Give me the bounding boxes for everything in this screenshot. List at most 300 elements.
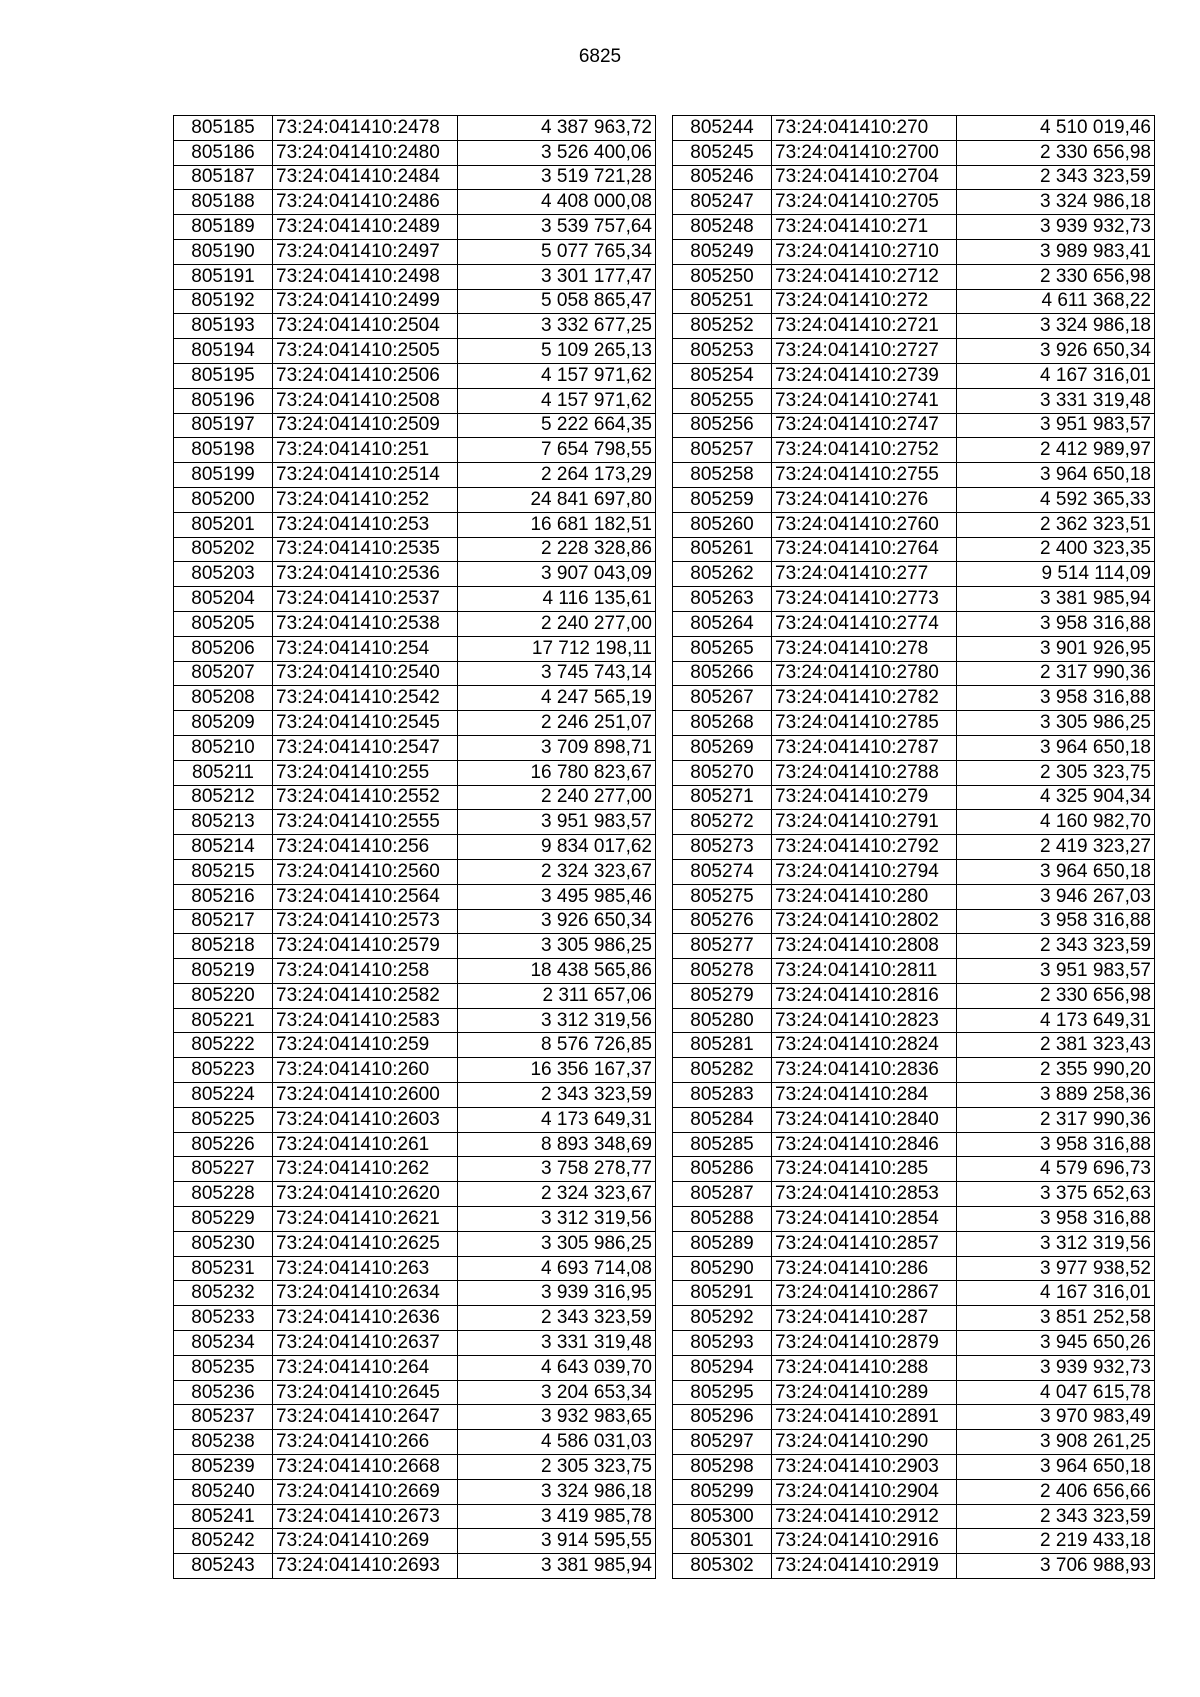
table-row: [673, 314, 1155, 339]
cadastral-number-cell: 73:24:041410:2854: [772, 1207, 957, 1232]
value-cell: 3 907 043,09: [458, 562, 656, 587]
cadastral-number-cell: 73:24:041410:290: [772, 1430, 957, 1455]
table-row: [673, 934, 1155, 959]
record-number-cell: 805271: [673, 785, 772, 810]
cadastral-number-cell: 73:24:041410:2824: [772, 1033, 957, 1058]
record-number-cell: 805257: [673, 438, 772, 463]
value-cell: 16 356 167,37: [458, 1058, 656, 1083]
cadastral-number-cell: 73:24:041410:2836: [772, 1058, 957, 1083]
value-cell: 2 406 656,66: [957, 1479, 1155, 1504]
table-row: [174, 636, 656, 661]
cadastral-number-cell: 73:24:041410:2583: [273, 1008, 458, 1033]
record-number-cell: 805236: [174, 1380, 273, 1405]
record-number-cell: 805251: [673, 289, 772, 314]
table-row: [673, 1455, 1155, 1480]
cadastral-number-cell: 73:24:041410:287: [772, 1306, 957, 1331]
table-row: [174, 1504, 656, 1529]
table-row: [174, 785, 656, 810]
cadastral-number-cell: 73:24:041410:2811: [772, 959, 957, 984]
value-cell: 2 343 323,59: [458, 1083, 656, 1108]
record-number-cell: 805254: [673, 363, 772, 388]
record-number-cell: 805241: [174, 1504, 273, 1529]
value-cell: 3 312 319,56: [957, 1231, 1155, 1256]
table-row: [673, 463, 1155, 488]
record-number-cell: 805285: [673, 1132, 772, 1157]
record-number-cell: 805211: [174, 760, 273, 785]
table-row: [673, 1083, 1155, 1108]
table-row: [174, 1380, 656, 1405]
table-row: [174, 289, 656, 314]
record-number-cell: 805287: [673, 1182, 772, 1207]
record-number-cell: 805190: [174, 239, 273, 264]
record-number-cell: 805248: [673, 215, 772, 240]
cadastral-number-cell: 73:24:041410:2760: [772, 512, 957, 537]
cadastral-number-cell: 73:24:041410:2764: [772, 537, 957, 562]
table-row: [174, 1256, 656, 1281]
cadastral-number-cell: 73:24:041410:2792: [772, 835, 957, 860]
table-row: [673, 835, 1155, 860]
cadastral-number-cell: 73:24:041410:2712: [772, 264, 957, 289]
table-row: [673, 239, 1155, 264]
table-row: [673, 1231, 1155, 1256]
record-number-cell: 805235: [174, 1355, 273, 1380]
value-cell: 3 914 595,55: [458, 1529, 656, 1554]
value-cell: 2 324 323,67: [458, 859, 656, 884]
value-cell: 2 219 433,18: [957, 1529, 1155, 1554]
cadastral-number-cell: 73:24:041410:285: [772, 1157, 957, 1182]
value-cell: 3 932 983,65: [458, 1405, 656, 1430]
cadastral-number-cell: 73:24:041410:2547: [273, 735, 458, 760]
cadastral-number-cell: 73:24:041410:2787: [772, 735, 957, 760]
record-number-cell: 805289: [673, 1231, 772, 1256]
record-number-cell: 805255: [673, 388, 772, 413]
cadastral-number-cell: 73:24:041410:2625: [273, 1231, 458, 1256]
table-row: [174, 339, 656, 364]
table-row: [673, 1107, 1155, 1132]
table-row: [673, 1529, 1155, 1554]
value-cell: 4 160 982,70: [957, 810, 1155, 835]
value-cell: 3 958 316,88: [957, 1132, 1155, 1157]
value-cell: 3 331 319,48: [458, 1331, 656, 1356]
record-number-cell: 805218: [174, 934, 273, 959]
table-row: [673, 116, 1155, 141]
value-cell: 4 643 039,70: [458, 1355, 656, 1380]
table-row: [673, 587, 1155, 612]
cadastral-number-cell: 73:24:041410:2637: [273, 1331, 458, 1356]
cadastral-number-cell: 73:24:041410:252: [273, 487, 458, 512]
record-number-cell: 805301: [673, 1529, 772, 1554]
value-cell: 24 841 697,80: [458, 487, 656, 512]
value-cell: 4 157 971,62: [458, 363, 656, 388]
record-number-cell: 805266: [673, 661, 772, 686]
table-row: [174, 512, 656, 537]
cadastral-number-cell: 73:24:041410:2668: [273, 1455, 458, 1480]
table-row: [673, 264, 1155, 289]
value-cell: 3 939 932,73: [957, 1355, 1155, 1380]
cadastral-number-cell: 73:24:041410:2747: [772, 413, 957, 438]
value-cell: 4 510 019,46: [957, 116, 1155, 141]
table-row: [673, 785, 1155, 810]
value-cell: 3 312 319,56: [458, 1207, 656, 1232]
value-cell: 2 246 251,07: [458, 711, 656, 736]
cadastral-number-cell: 73:24:041410:270: [772, 116, 957, 141]
cadastral-number-cell: 73:24:041410:2540: [273, 661, 458, 686]
cadastral-number-cell: 73:24:041410:2891: [772, 1405, 957, 1430]
cadastral-number-cell: 73:24:041410:2794: [772, 859, 957, 884]
record-number-cell: 805192: [174, 289, 273, 314]
value-cell: 4 047 615,78: [957, 1380, 1155, 1405]
value-cell: 3 709 898,71: [458, 735, 656, 760]
table-row: [174, 215, 656, 240]
table-row: [673, 1405, 1155, 1430]
record-number-cell: 805208: [174, 686, 273, 711]
record-number-cell: 805212: [174, 785, 273, 810]
table-row: [174, 1455, 656, 1480]
cadastral-number-cell: 73:24:041410:2693: [273, 1554, 458, 1579]
value-cell: 3 908 261,25: [957, 1430, 1155, 1455]
value-cell: 3 977 938,52: [957, 1256, 1155, 1281]
cadastral-number-cell: 73:24:041410:2704: [772, 165, 957, 190]
table-row: [174, 363, 656, 388]
cadastral-number-cell: 73:24:041410:272: [772, 289, 957, 314]
value-cell: 4 611 368,22: [957, 289, 1155, 314]
value-cell: 4 116 135,61: [458, 587, 656, 612]
table-row: [174, 1207, 656, 1232]
cadastral-number-cell: 73:24:041410:2645: [273, 1380, 458, 1405]
record-number-cell: 805302: [673, 1554, 772, 1579]
value-cell: 3 970 983,49: [957, 1405, 1155, 1430]
cadastral-number-cell: 73:24:041410:276: [772, 487, 957, 512]
value-cell: 3 519 721,28: [458, 165, 656, 190]
record-number-cell: 805202: [174, 537, 273, 562]
table-row: [673, 1207, 1155, 1232]
table-row: [673, 140, 1155, 165]
value-cell: 3 204 653,34: [458, 1380, 656, 1405]
table-row: [673, 339, 1155, 364]
cadastral-number-cell: 73:24:041410:2542: [273, 686, 458, 711]
value-cell: 4 157 971,62: [458, 388, 656, 413]
cadastral-number-cell: 73:24:041410:2727: [772, 339, 957, 364]
record-number-cell: 805291: [673, 1281, 772, 1306]
table-row: [174, 835, 656, 860]
table-row: [174, 1355, 656, 1380]
value-cell: 4 592 365,33: [957, 487, 1155, 512]
value-cell: 16 780 823,67: [458, 760, 656, 785]
page-number: 6825: [578, 46, 622, 67]
record-number-cell: 805288: [673, 1207, 772, 1232]
value-cell: 3 539 757,64: [458, 215, 656, 240]
cadastral-number-cell: 73:24:041410:255: [273, 760, 458, 785]
cadastral-number-cell: 73:24:041410:2816: [772, 983, 957, 1008]
table-row: [673, 1033, 1155, 1058]
table-row: [673, 215, 1155, 240]
table-row: [174, 413, 656, 438]
value-cell: 2 317 990,36: [957, 661, 1155, 686]
table-row: [174, 1107, 656, 1132]
cadastral-number-cell: 73:24:041410:2774: [772, 611, 957, 636]
value-cell: 9 834 017,62: [458, 835, 656, 860]
table-row: [174, 1405, 656, 1430]
record-number-cell: 805214: [174, 835, 273, 860]
cadastral-number-cell: 73:24:041410:2788: [772, 760, 957, 785]
table-row: [673, 1306, 1155, 1331]
record-number-cell: 805230: [174, 1231, 273, 1256]
table-row: [174, 1058, 656, 1083]
value-cell: 5 077 765,34: [458, 239, 656, 264]
record-number-cell: 805276: [673, 909, 772, 934]
record-number-cell: 805217: [174, 909, 273, 934]
value-cell: 3 958 316,88: [957, 1207, 1155, 1232]
table-row: [174, 1529, 656, 1554]
cadastral-number-cell: 73:24:041410:253: [273, 512, 458, 537]
record-number-cell: 805206: [174, 636, 273, 661]
cadastral-number-cell: 73:24:041410:2564: [273, 884, 458, 909]
record-number-cell: 805225: [174, 1107, 273, 1132]
cadastral-number-cell: 73:24:041410:2620: [273, 1182, 458, 1207]
cadastral-number-cell: 73:24:041410:2808: [772, 934, 957, 959]
table-row: [673, 1008, 1155, 1033]
record-number-cell: 805239: [174, 1455, 273, 1480]
table-row: [174, 140, 656, 165]
cadastral-number-cell: 73:24:041410:2537: [273, 587, 458, 612]
record-number-cell: 805231: [174, 1256, 273, 1281]
cadastral-number-cell: 73:24:041410:2478: [273, 116, 458, 141]
table-row: [174, 562, 656, 587]
cadastral-number-cell: 73:24:041410:2545: [273, 711, 458, 736]
table-row: [174, 909, 656, 934]
value-cell: 3 958 316,88: [957, 909, 1155, 934]
cadastral-number-cell: 73:24:041410:264: [273, 1355, 458, 1380]
cadastral-number-cell: 73:24:041410:2710: [772, 239, 957, 264]
record-number-cell: 805215: [174, 859, 273, 884]
value-cell: 3 331 319,48: [957, 388, 1155, 413]
value-cell: 3 332 677,25: [458, 314, 656, 339]
table-row: [174, 760, 656, 785]
value-cell: 3 964 650,18: [957, 1455, 1155, 1480]
table-row: [673, 711, 1155, 736]
record-number-cell: 805219: [174, 959, 273, 984]
cadastral-number-cell: 73:24:041410:256: [273, 835, 458, 860]
table-row: [174, 983, 656, 1008]
record-number-cell: 805278: [673, 959, 772, 984]
cadastral-number-cell: 73:24:041410:263: [273, 1256, 458, 1281]
record-number-cell: 805233: [174, 1306, 273, 1331]
table-row: [673, 1355, 1155, 1380]
table-row: [673, 959, 1155, 984]
value-cell: 4 408 000,08: [458, 190, 656, 215]
table-row: [673, 983, 1155, 1008]
cadastral-number-cell: 73:24:041410:2600: [273, 1083, 458, 1108]
record-number-cell: 805265: [673, 636, 772, 661]
table-row: [673, 1256, 1155, 1281]
cadastral-number-cell: 73:24:041410:2919: [772, 1554, 957, 1579]
cadastral-number-cell: 73:24:041410:2741: [772, 388, 957, 413]
cadastral-number-cell: 73:24:041410:2489: [273, 215, 458, 240]
record-number-cell: 805227: [174, 1157, 273, 1182]
record-number-cell: 805270: [673, 760, 772, 785]
value-cell: 2 317 990,36: [957, 1107, 1155, 1132]
table-row: [673, 1281, 1155, 1306]
record-number-cell: 805220: [174, 983, 273, 1008]
cadastral-number-cell: 73:24:041410:2669: [273, 1479, 458, 1504]
value-cell: 2 343 323,59: [957, 165, 1155, 190]
value-cell: 2 343 323,59: [957, 934, 1155, 959]
table-left: [173, 115, 656, 1579]
table-row: [174, 537, 656, 562]
value-cell: 3 964 650,18: [957, 735, 1155, 760]
value-cell: 2 343 323,59: [957, 1504, 1155, 1529]
record-number-cell: 805244: [673, 116, 772, 141]
cadastral-number-cell: 73:24:041410:2538: [273, 611, 458, 636]
record-number-cell: 805252: [673, 314, 772, 339]
cadastral-number-cell: 73:24:041410:2498: [273, 264, 458, 289]
record-number-cell: 805281: [673, 1033, 772, 1058]
cadastral-number-cell: 73:24:041410:2505: [273, 339, 458, 364]
cadastral-number-cell: 73:24:041410:2497: [273, 239, 458, 264]
table-row: [174, 487, 656, 512]
cadastral-number-cell: 73:24:041410:251: [273, 438, 458, 463]
cadastral-number-cell: 73:24:041410:2634: [273, 1281, 458, 1306]
value-cell: 3 926 650,34: [957, 339, 1155, 364]
record-number-cell: 805260: [673, 512, 772, 537]
table-row: [174, 1331, 656, 1356]
cadastral-number-cell: 73:24:041410:2846: [772, 1132, 957, 1157]
table-row: [673, 190, 1155, 215]
value-cell: 3 951 983,57: [957, 959, 1155, 984]
record-number-cell: 805247: [673, 190, 772, 215]
table-row: [673, 1554, 1155, 1579]
record-number-cell: 805228: [174, 1182, 273, 1207]
value-cell: 3 946 267,03: [957, 884, 1155, 909]
cadastral-number-cell: 73:24:041410:2484: [273, 165, 458, 190]
table-row: [174, 1132, 656, 1157]
value-cell: 4 167 316,01: [957, 363, 1155, 388]
table-row: [174, 1008, 656, 1033]
value-cell: 2 264 173,29: [458, 463, 656, 488]
value-cell: 3 945 650,26: [957, 1331, 1155, 1356]
cadastral-number-cell: 73:24:041410:289: [772, 1380, 957, 1405]
cadastral-number-cell: 73:24:041410:2579: [273, 934, 458, 959]
cadastral-number-cell: 73:24:041410:2486: [273, 190, 458, 215]
table-row: [673, 438, 1155, 463]
table-row: [673, 1430, 1155, 1455]
cadastral-number-cell: 73:24:041410:2504: [273, 314, 458, 339]
table-row: [174, 116, 656, 141]
cadastral-number-cell: 73:24:041410:2506: [273, 363, 458, 388]
cadastral-number-cell: 73:24:041410:259: [273, 1033, 458, 1058]
table-row: [673, 611, 1155, 636]
cadastral-number-cell: 73:24:041410:2647: [273, 1405, 458, 1430]
cadastral-number-cell: 73:24:041410:2721: [772, 314, 957, 339]
value-cell: 3 758 278,77: [458, 1157, 656, 1182]
value-cell: 3 939 316,95: [458, 1281, 656, 1306]
record-number-cell: 805297: [673, 1430, 772, 1455]
cadastral-number-cell: 73:24:041410:2903: [772, 1455, 957, 1480]
value-cell: 3 989 983,41: [957, 239, 1155, 264]
table-row: [673, 165, 1155, 190]
record-number-cell: 805234: [174, 1331, 273, 1356]
cadastral-number-cell: 73:24:041410:2509: [273, 413, 458, 438]
record-number-cell: 805203: [174, 562, 273, 587]
record-number-cell: 805243: [174, 1554, 273, 1579]
table-row: [673, 686, 1155, 711]
value-cell: 3 964 650,18: [957, 463, 1155, 488]
record-number-cell: 805298: [673, 1455, 772, 1480]
cadastral-number-cell: 73:24:041410:2853: [772, 1182, 957, 1207]
table-row: [174, 959, 656, 984]
table-row: [673, 735, 1155, 760]
table-row: [174, 934, 656, 959]
value-cell: 2 412 989,97: [957, 438, 1155, 463]
cadastral-number-cell: 73:24:041410:2552: [273, 785, 458, 810]
value-cell: 2 381 323,43: [957, 1033, 1155, 1058]
value-cell: 3 964 650,18: [957, 859, 1155, 884]
value-cell: 3 958 316,88: [957, 611, 1155, 636]
cadastral-number-cell: 73:24:041410:284: [772, 1083, 957, 1108]
cadastral-number-cell: 73:24:041410:2700: [772, 140, 957, 165]
value-cell: 4 579 696,73: [957, 1157, 1155, 1182]
table-row: [174, 884, 656, 909]
record-number-cell: 805195: [174, 363, 273, 388]
table-row: [673, 810, 1155, 835]
value-cell: 3 939 932,73: [957, 215, 1155, 240]
value-cell: 3 381 985,94: [458, 1554, 656, 1579]
record-number-cell: 805279: [673, 983, 772, 1008]
record-number-cell: 805294: [673, 1355, 772, 1380]
record-number-cell: 805194: [174, 339, 273, 364]
cadastral-number-cell: 73:24:041410:2780: [772, 661, 957, 686]
value-cell: 3 851 252,58: [957, 1306, 1155, 1331]
value-cell: 2 330 656,98: [957, 983, 1155, 1008]
record-number-cell: 805253: [673, 339, 772, 364]
table-row: [673, 537, 1155, 562]
value-cell: 8 893 348,69: [458, 1132, 656, 1157]
record-number-cell: 805242: [174, 1529, 273, 1554]
value-cell: 3 745 743,14: [458, 661, 656, 686]
table-row: [174, 611, 656, 636]
value-cell: 4 325 904,34: [957, 785, 1155, 810]
value-cell: 3 419 985,78: [458, 1504, 656, 1529]
value-cell: 3 706 988,93: [957, 1554, 1155, 1579]
cadastral-number-cell: 73:24:041410:260: [273, 1058, 458, 1083]
value-cell: 17 712 198,11: [458, 636, 656, 661]
table-row: [174, 735, 656, 760]
table-row: [673, 661, 1155, 686]
value-cell: 2 324 323,67: [458, 1182, 656, 1207]
value-cell: 7 654 798,55: [458, 438, 656, 463]
record-number-cell: 805187: [174, 165, 273, 190]
cadastral-number-cell: 73:24:041410:2582: [273, 983, 458, 1008]
table-row: [174, 314, 656, 339]
record-number-cell: 805274: [673, 859, 772, 884]
cadastral-number-cell: 73:24:041410:2621: [273, 1207, 458, 1232]
record-number-cell: 805284: [673, 1107, 772, 1132]
record-number-cell: 805280: [673, 1008, 772, 1033]
record-number-cell: 805191: [174, 264, 273, 289]
value-cell: 2 400 323,35: [957, 537, 1155, 562]
table-row: [174, 1182, 656, 1207]
record-number-cell: 805232: [174, 1281, 273, 1306]
cadastral-number-cell: 73:24:041410:2904: [772, 1479, 957, 1504]
cadastral-number-cell: 73:24:041410:2536: [273, 562, 458, 587]
value-cell: 9 514 114,09: [957, 562, 1155, 587]
cadastral-number-cell: 73:24:041410:277: [772, 562, 957, 587]
table-row: [174, 1430, 656, 1455]
cadastral-number-cell: 73:24:041410:2867: [772, 1281, 957, 1306]
table-row: [673, 1380, 1155, 1405]
cadastral-number-cell: 73:24:041410:2785: [772, 711, 957, 736]
value-cell: 8 576 726,85: [458, 1033, 656, 1058]
